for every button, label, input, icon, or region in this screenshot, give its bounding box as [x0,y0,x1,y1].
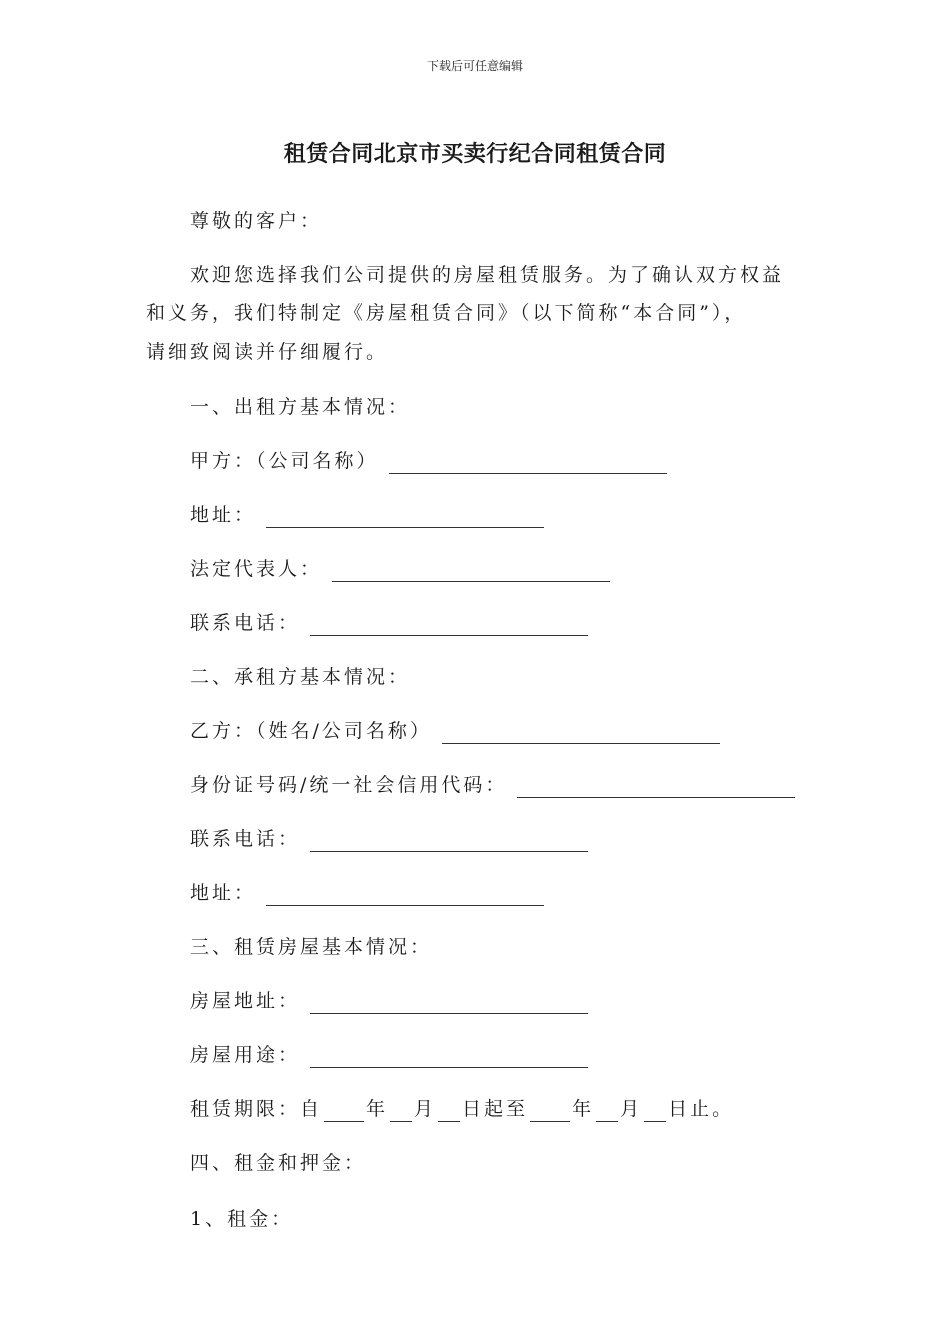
end-day-label: 日止。 [668,1098,735,1120]
section3-heading: 三、租赁房屋基本情况： [190,936,433,958]
house-address-label: 房屋地址： [190,990,301,1012]
rent-item: 1、租金： [190,1208,294,1230]
document-title: 租赁合同北京市买卖行纪合同租赁合同 [283,142,667,167]
start-month-label: 月 [414,1098,437,1120]
section4-heading: 四、租金和押金： [190,1152,367,1174]
lessee-phone-label: 联系电话： [190,828,301,850]
lessor-address-row [190,502,544,528]
start-year-label: 年 [366,1098,389,1120]
lessee-phone-row [190,826,588,852]
start-day-blank[interactable] [438,1101,460,1122]
end-day-blank[interactable] [644,1101,666,1122]
lessor-party-row [190,448,667,474]
lease-period-prefix: 租赁期限：自 [190,1098,323,1120]
lessee-id-blank[interactable] [517,777,795,798]
lessor-address-label: 地址： [190,504,257,526]
lessee-address-blank[interactable] [266,885,544,906]
lessor-phone-row [190,610,588,636]
house-address-blank[interactable] [310,993,588,1014]
lessee-id-row [190,772,795,798]
lessor-party-blank[interactable] [389,453,667,474]
lease-period-row [190,1096,734,1122]
start-year-blank[interactable] [324,1101,364,1122]
end-year-blank[interactable] [530,1101,570,1122]
house-use-blank[interactable] [310,1047,588,1068]
start-day-label: 日起至 [462,1098,529,1120]
section2-heading: 二、承租方基本情况： [190,666,411,688]
intro-line-2: 和义务，我们特制定《房屋租赁合同》（以下简称“本合同”）， [146,302,747,324]
lessor-rep-label: 法定代表人： [190,558,323,580]
lessor-address-blank[interactable] [266,507,544,528]
intro-line-3: 请细致阅读并仔细履行。 [146,341,389,363]
house-address-row [190,988,588,1014]
header-note: 下载后可任意编辑 [426,59,523,73]
lessee-party-label: 乙方：（姓名/公司名称） [190,720,432,742]
lessor-rep-row [190,556,610,582]
lessor-party-label: 甲方：（公司名称） [190,450,379,472]
start-month-blank[interactable] [390,1101,412,1122]
lessor-phone-label: 联系电话： [190,612,301,634]
lessee-address-row [190,880,544,906]
lessee-id-label: 身份证号码/统一社会信用代码： [190,774,508,796]
end-month-blank[interactable] [596,1101,618,1122]
lessee-address-label: 地址： [190,882,257,904]
intro-line-1: 欢迎您选择我们公司提供的房屋租赁服务。为了确认双方权益 [190,264,785,286]
house-use-row [190,1042,588,1068]
greeting: 尊敬的客户： [190,210,323,232]
lessor-phone-blank[interactable] [310,615,588,636]
house-use-label: 房屋用途： [190,1044,301,1066]
end-month-label: 月 [620,1098,643,1120]
section1-heading: 一、出租方基本情况： [190,396,411,418]
lessee-party-blank[interactable] [442,723,720,744]
lessor-rep-blank[interactable] [332,561,610,582]
lessee-party-row [190,718,720,744]
lessee-phone-blank[interactable] [310,831,588,852]
end-year-label: 年 [572,1098,595,1120]
